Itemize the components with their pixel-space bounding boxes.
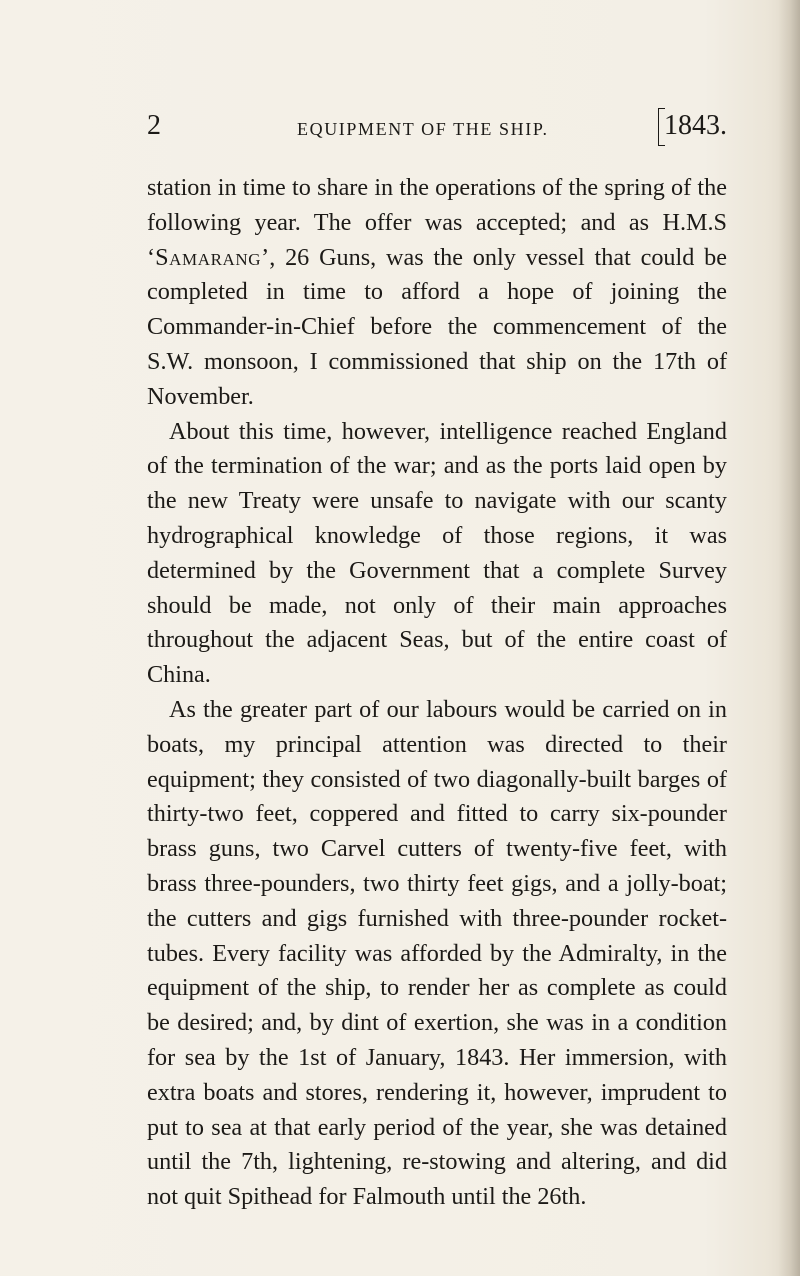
page-edge-shadow [778, 0, 800, 1276]
paragraph-1-after: ’, 26 Guns, was the only vessel that could be completed in time to afford a hope of joining the Commander-in-Chief before the commencement of the S.W. monsoon, I commissioned that ship on the 17th of November. [147, 243, 727, 410]
paragraph-3: As the greater part of our labours would be carried on in boats, my principal attention was directed to their equipment; they consisted of two diagonally-built barges of thirty-two feet, coppered and fitted to carry six-pounder brass guns, two Carvel cutters of twenty-five feet, with brass three-pounders, two thirty feet gigs, and a jolly-boat; the cutters and gigs furnished with three-pounder rocket-tubes. Every facility was afforded by the Admiralty, in the equipment of the ship, to render her as complete as could be desired; and, by dint of exertion, she was in a condition for sea by the 1st of January, 1843. Her immersion, with extra boats and stores, rendering it, however, imprudent to put to sea at that early period of the year, she was detained until the 7th, lightening, re-stowing and altering, and did not quit Spithead for Falmouth until the 26th. [147, 695, 727, 1211]
page-number: 2 [147, 110, 161, 141]
page-header [147, 112, 727, 152]
paragraph-1 [147, 171, 727, 415]
paragraph-1-before: station in time to share in the operations of the spring of the following year. The offer was accepted; and as H.M.S ‘ [147, 174, 727, 271]
header-year: 1843. [658, 112, 727, 140]
ship-name: Samarang [155, 243, 262, 271]
body-text [147, 171, 727, 1215]
running-title: EQUIPMENT OF THE SHIP. [297, 119, 549, 139]
paragraph-2: About this time, however, intelligence reached England of the termination of the war; and as the ports laid open by the new Treaty were unsafe to navigate with our scanty hydrographical knowledge of those regions, it was determined by the Government that a complete Survey should be made, not only of their main approaches throughout the adjacent Seas, but of the entire coast of China. [147, 417, 727, 689]
